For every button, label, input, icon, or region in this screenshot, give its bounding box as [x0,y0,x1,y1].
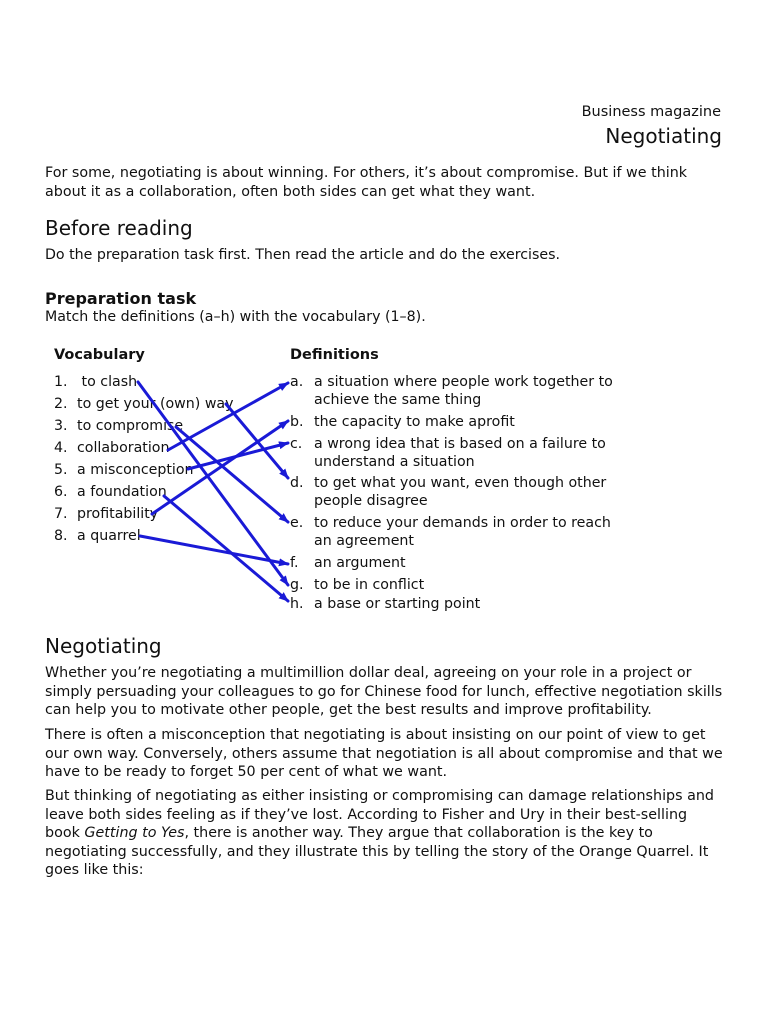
definition-item-continuation: achieve the same thing [314,392,482,408]
article-paragraph-2: There is often a misconception that negotiating is about insisting on our point of view to get our own way. Conversely, others assume that negotiation is all about compromise and that we have to be ready to forget 50 per cent of what we want. [45,727,723,780]
magazine-kicker: Business magazine [581,104,721,120]
vocab-item: 4. collaboration [54,440,170,456]
match-arrow-5-c [188,443,288,469]
definition-item-continuation: understand a situation [314,454,475,470]
vocab-item: 8. a quarrel [54,528,141,544]
definition-item-continuation: people disagree [314,493,428,509]
definitions-column-header: Definitions [290,347,379,363]
vocab-item: 7. profitability [54,506,159,522]
match-arrow-4-a [168,383,288,450]
preparation-task-instruction: Match the definitions (a–h) with the vocabulary (1–8). [45,309,426,325]
vocab-item: 1. to clash [54,374,138,390]
definition-item: b. the capacity to make aprofit [290,414,515,430]
vocab-item: 3. to compromise [54,418,184,434]
definition-item: h. a base or starting point [290,596,481,612]
definition-item: d. to get what you want, even though other [290,475,607,491]
vocab-item: 6. a foundation [54,484,167,500]
definition-item: a. a situation where people work together to [290,374,613,390]
definition-item: g. to be in conflict [290,577,425,593]
definition-item-continuation: an agreement [314,533,414,549]
article-heading: Negotiating [45,634,162,658]
definition-item: c. a wrong idea that is based on a failure to [290,436,606,452]
preparation-task-heading: Preparation task [45,289,197,308]
vocabulary-column-header: Vocabulary [54,347,145,363]
vocab-item: 2. to get your (own) way [54,396,234,412]
article-paragraph-1: Whether you’re negotiating a multimillion dollar deal, agreeing on your role in a project or simply persuading your colleagues to go for Chinese food for lunch, effective negotiation skills can help you to motivate other people, get the best results and improve profitability. [45,665,723,718]
page-title: Negotiating [605,124,722,148]
before-reading-text: Do the preparation task first. Then read the article and do the exercises. [45,247,560,263]
match-arrow-2-d [226,404,288,478]
match-arrow-6-h [164,496,288,601]
definition-item: e. to reduce your demands in order to reach [290,515,611,531]
match-arrow-8-f [140,536,288,564]
before-reading-heading: Before reading [45,216,193,240]
intro-paragraph: For some, negotiating is about winning. For others, it’s about compromise. But if we think about it as a collaboration, often both sides can get what they want. [45,165,688,200]
article-paragraph-3: But thinking of negotiating as either insisting or compromising can damage relationships and leave both sides feeling as if they’ve lost. According to Fisher and Ury in their best-selling book Getting to Yes, there is another way. They argue that collaboration is the key to negotiating successfully, and they illustrate this by telling the story of the Orange Quarrel. It goes like this: [45,788,715,878]
vocab-item: 5. a misconception [54,462,194,478]
book-title: Getting to Yes [84,825,185,841]
definition-item: f. an argument [290,555,406,571]
